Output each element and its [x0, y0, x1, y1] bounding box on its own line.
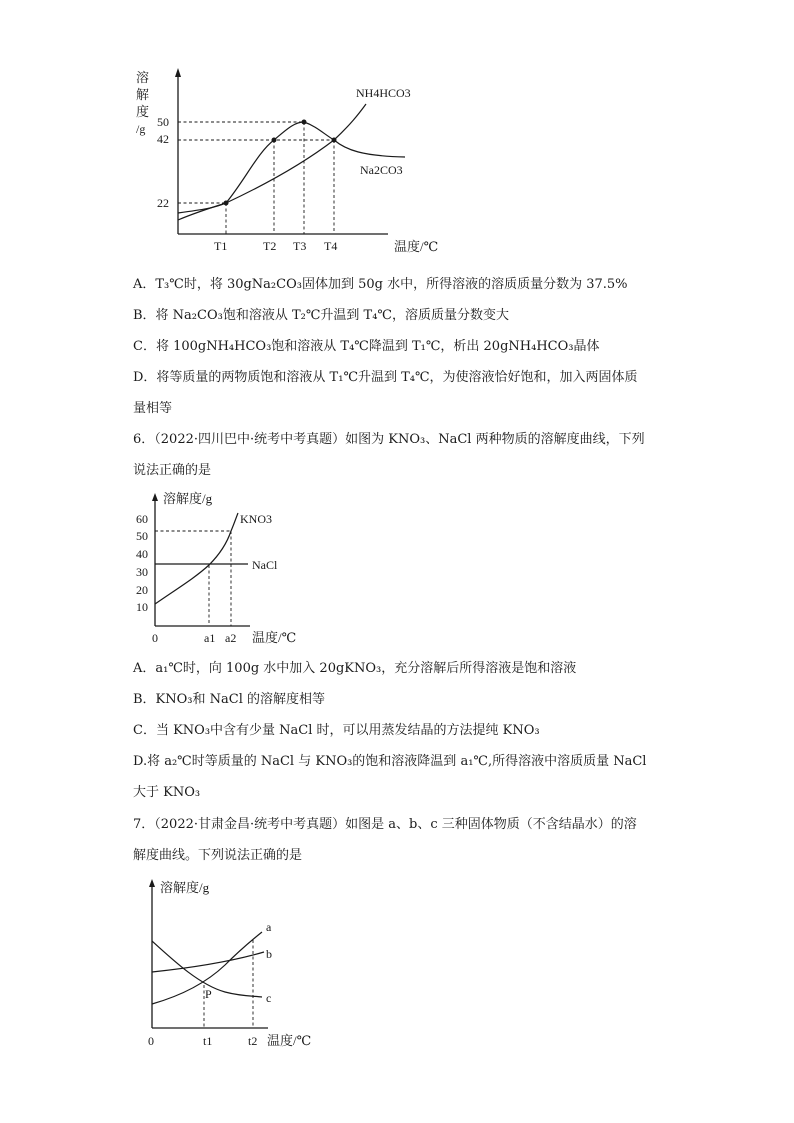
- q6-option-d: D.将 a₂℃时等质量的 NaCl 与 KNO₃的饱和溶液降温到 a₁℃,所得溶液中溶质质量 NaCl: [133, 754, 647, 769]
- q5-option-a: A．T₃℃时，将 30gNa₂CO₃固体加到 50g 水中，所得溶液的溶质质量分数为 37.5%: [133, 277, 628, 292]
- q6-option-d-cont: 大于 KNO₃: [133, 785, 201, 800]
- q5-option-b: B．将 Na₂CO₃饱和溶液从 T₂℃升温到 T₄℃，溶质质量分数变大: [133, 308, 509, 323]
- c2-ytick-30: 30: [136, 565, 148, 579]
- c2-label-nacl: NaCl: [252, 558, 278, 572]
- c3-label-b: b: [266, 947, 272, 961]
- c1-label-na2co3: Na2CO3: [360, 163, 403, 177]
- q6-option-b: B．KNO₃和 NaCl 的溶解度相等: [133, 692, 326, 707]
- c3-curve-b: [152, 952, 264, 972]
- c2-y-arrow: [152, 493, 158, 501]
- c3-label-p: P: [205, 987, 212, 1001]
- c1-xlabel: 温度/℃: [394, 239, 439, 254]
- c2-curve-kno3: [155, 513, 238, 604]
- c3-origin: 0: [148, 1034, 154, 1048]
- c1-xtick-t4: T4: [324, 239, 338, 253]
- c2-origin: 0: [152, 631, 158, 645]
- c1-ylabel-2: 解: [136, 87, 150, 102]
- c3-label-a: a: [266, 920, 272, 934]
- c2-ytick-60: 60: [136, 512, 148, 526]
- q6-stem-2: 说法正确的是: [133, 463, 212, 478]
- c3-xtick-t1: t1: [203, 1034, 213, 1048]
- q6-option-a: A．a₁℃时，向 100g 水中加入 20gKNO₃，充分溶解后所得溶液是饱和溶液: [133, 661, 577, 676]
- c2-ytick-50: 50: [136, 529, 148, 543]
- q5-option-d-cont: 量相等: [133, 401, 173, 416]
- c1-xtick-t2: T2: [263, 239, 277, 253]
- c3-y-arrow: [149, 879, 155, 887]
- c3-label-c: c: [266, 991, 272, 1005]
- c1-ylabel-3: 度: [136, 104, 150, 119]
- c2-xtick-a1: a1: [204, 631, 216, 645]
- c1-point-t1: [224, 201, 229, 206]
- c1-ylabel-4: /g: [136, 122, 146, 136]
- c2-ytick-40: 40: [136, 547, 148, 561]
- q5-option-c: C．将 100gNH₄HCO₃饱和溶液从 T₄℃降温到 T₁℃，析出 20gNH₄HCO₃晶体: [133, 339, 600, 354]
- c3-xtick-t2: t2: [248, 1034, 258, 1048]
- c1-ytick-50: 50: [157, 115, 169, 129]
- c1-label-nh4hco3: NH4HCO3: [356, 86, 411, 100]
- c2-label-kno3: KNO3: [240, 512, 272, 526]
- q6-option-c: C．当 KNO₃中含有少量 NaCl 时，可以用蒸发结晶的方法提纯 KNO₃: [133, 723, 540, 738]
- q7-stem-1: 7．（2022·甘肃金昌·统考中考真题）如图是 a、b、c 三种固体物质（不含结晶水）的溶: [133, 817, 637, 832]
- c3-ylabel: 溶解度/g: [160, 880, 210, 895]
- c1-xtick-t3: T3: [293, 239, 307, 253]
- c1-ylabel-1: 溶: [136, 70, 150, 85]
- c1-xtick-t1: T1: [214, 239, 228, 253]
- c1-point-t4: [332, 138, 337, 143]
- c1-y-arrow: [175, 68, 181, 77]
- c1-point-t3: [302, 120, 307, 125]
- c2-ylabel: 溶解度/g: [163, 491, 213, 506]
- c2-ytick-10: 10: [136, 600, 148, 614]
- q5-option-d: D．将等质量的两物质饱和溶液从 T₁℃升温到 T₄℃，为使溶液恰好饱和，加入两固体质: [133, 370, 638, 385]
- c1-ytick-22: 22: [157, 196, 169, 210]
- c3-xlabel: 温度/℃: [267, 1033, 312, 1048]
- c2-ytick-20: 20: [136, 583, 148, 597]
- c1-ytick-42: 42: [157, 132, 169, 146]
- c2-xlabel: 温度/℃: [252, 630, 297, 645]
- q6-stem-1: 6．（2022·四川巴中·统考中考真题）如图为 KNO₃、NaCl 两种物质的溶解度曲线，下列: [133, 432, 645, 447]
- c2-xtick-a2: a2: [225, 631, 237, 645]
- c1-point-t2: [272, 138, 277, 143]
- q7-stem-2: 解度曲线。下列说法正确的是: [133, 848, 303, 863]
